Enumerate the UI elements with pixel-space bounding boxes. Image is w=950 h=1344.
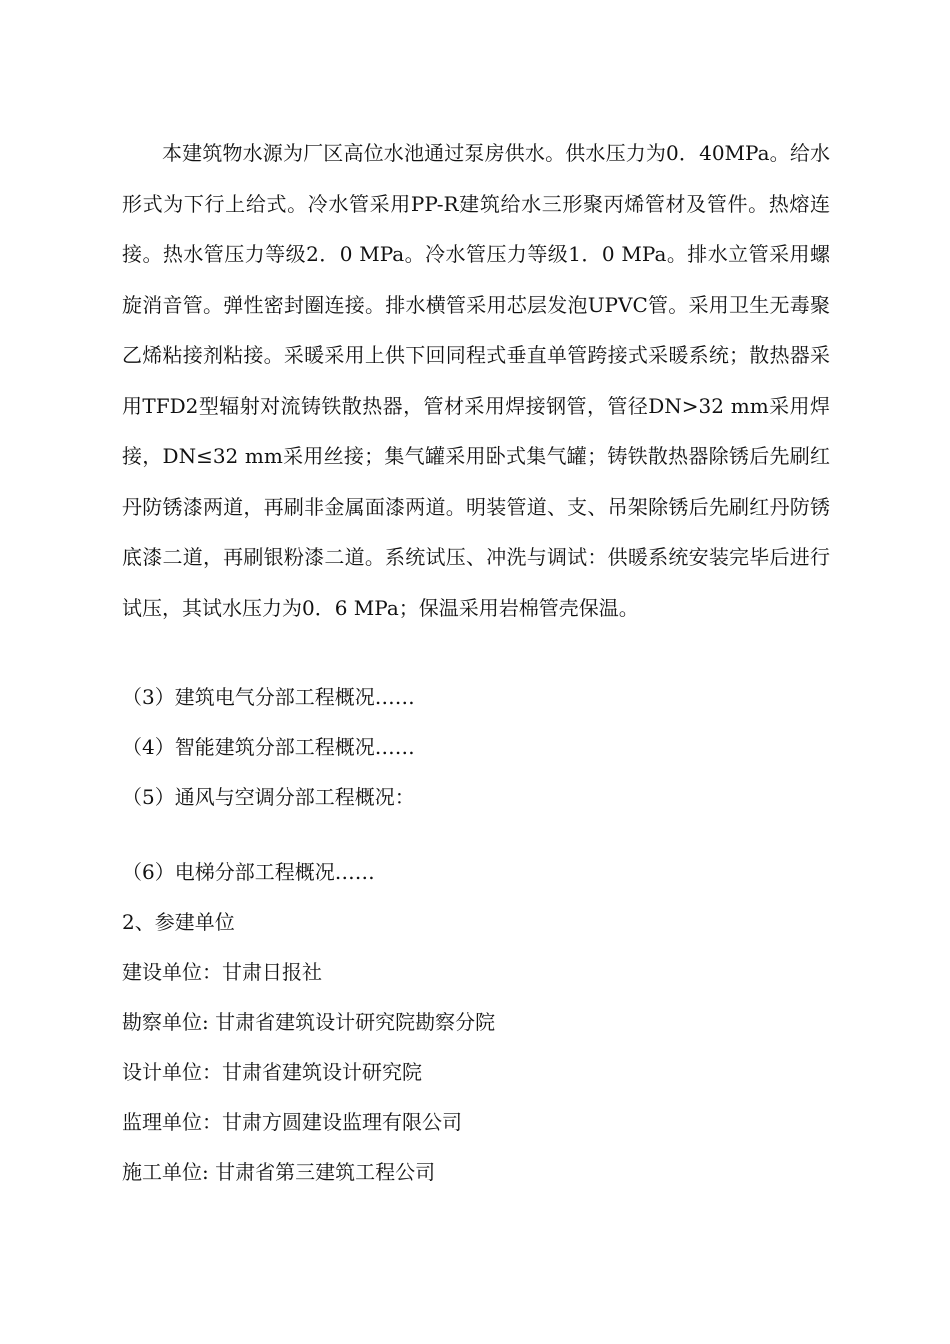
section-hvac: （5）通风与空调分部工程概况： (122, 785, 415, 809)
participants-heading: 2、参建单位 (122, 910, 235, 934)
section-intelligent-building: （4）智能建筑分部工程概况…… (122, 735, 415, 759)
participant-construction: 施工单位: 甘肃省第三建筑工程公司 (122, 1160, 436, 1184)
participant-owner: 建设单位：甘肃日报社 (122, 960, 322, 984)
participant-survey: 勘察单位: 甘肃省建筑设计研究院勘察分院 (122, 1010, 496, 1034)
section-electrical: （3）建筑电气分部工程概况…… (122, 685, 415, 709)
body-paragraph: 本建筑物水源为厂区高位水池通过泵房供水。供水压力为0．40MPa。给水形式为下行上给式。冷水管采用PP-R建筑给水三形聚丙烯管材及管件。热熔连接。热水管压力等级2．0 MPa。冷水管压力等级1．0 MPa。排水立管采用螺旋消音管。弹性密封圈连接。排水横管采用芯层发泡UPVC管。采用卫生无毒聚乙烯粘接剂粘接。采暖采用上供下回同程式垂直单管跨接式采暖系统；散热器采用TFD2型辐射对流铸铁散热器，管材采用焊接钢管，管径DN>32 mm采用焊接，DN≤32 mm采用丝接；集气罐采用卧式集气罐；铸铁散热器除锈后先刷红丹防锈漆两道，再刷非金属面漆两道。明装管道、支、吊架除锈后先刷红丹防锈底漆二道，再刷银粉漆二道。系统试压、冲洗与调试：供暖系统安装完毕后进行试压，其试水压力为0．6 MPa；保温采用岩棉管壳保温。 (122, 141, 830, 620)
participant-design: 设计单位：甘肃省建筑设计研究院 (122, 1060, 422, 1084)
participant-supervision: 监理单位：甘肃方圆建设监理有限公司 (122, 1110, 462, 1134)
section-elevator: （6）电梯分部工程概况…… (122, 860, 375, 884)
